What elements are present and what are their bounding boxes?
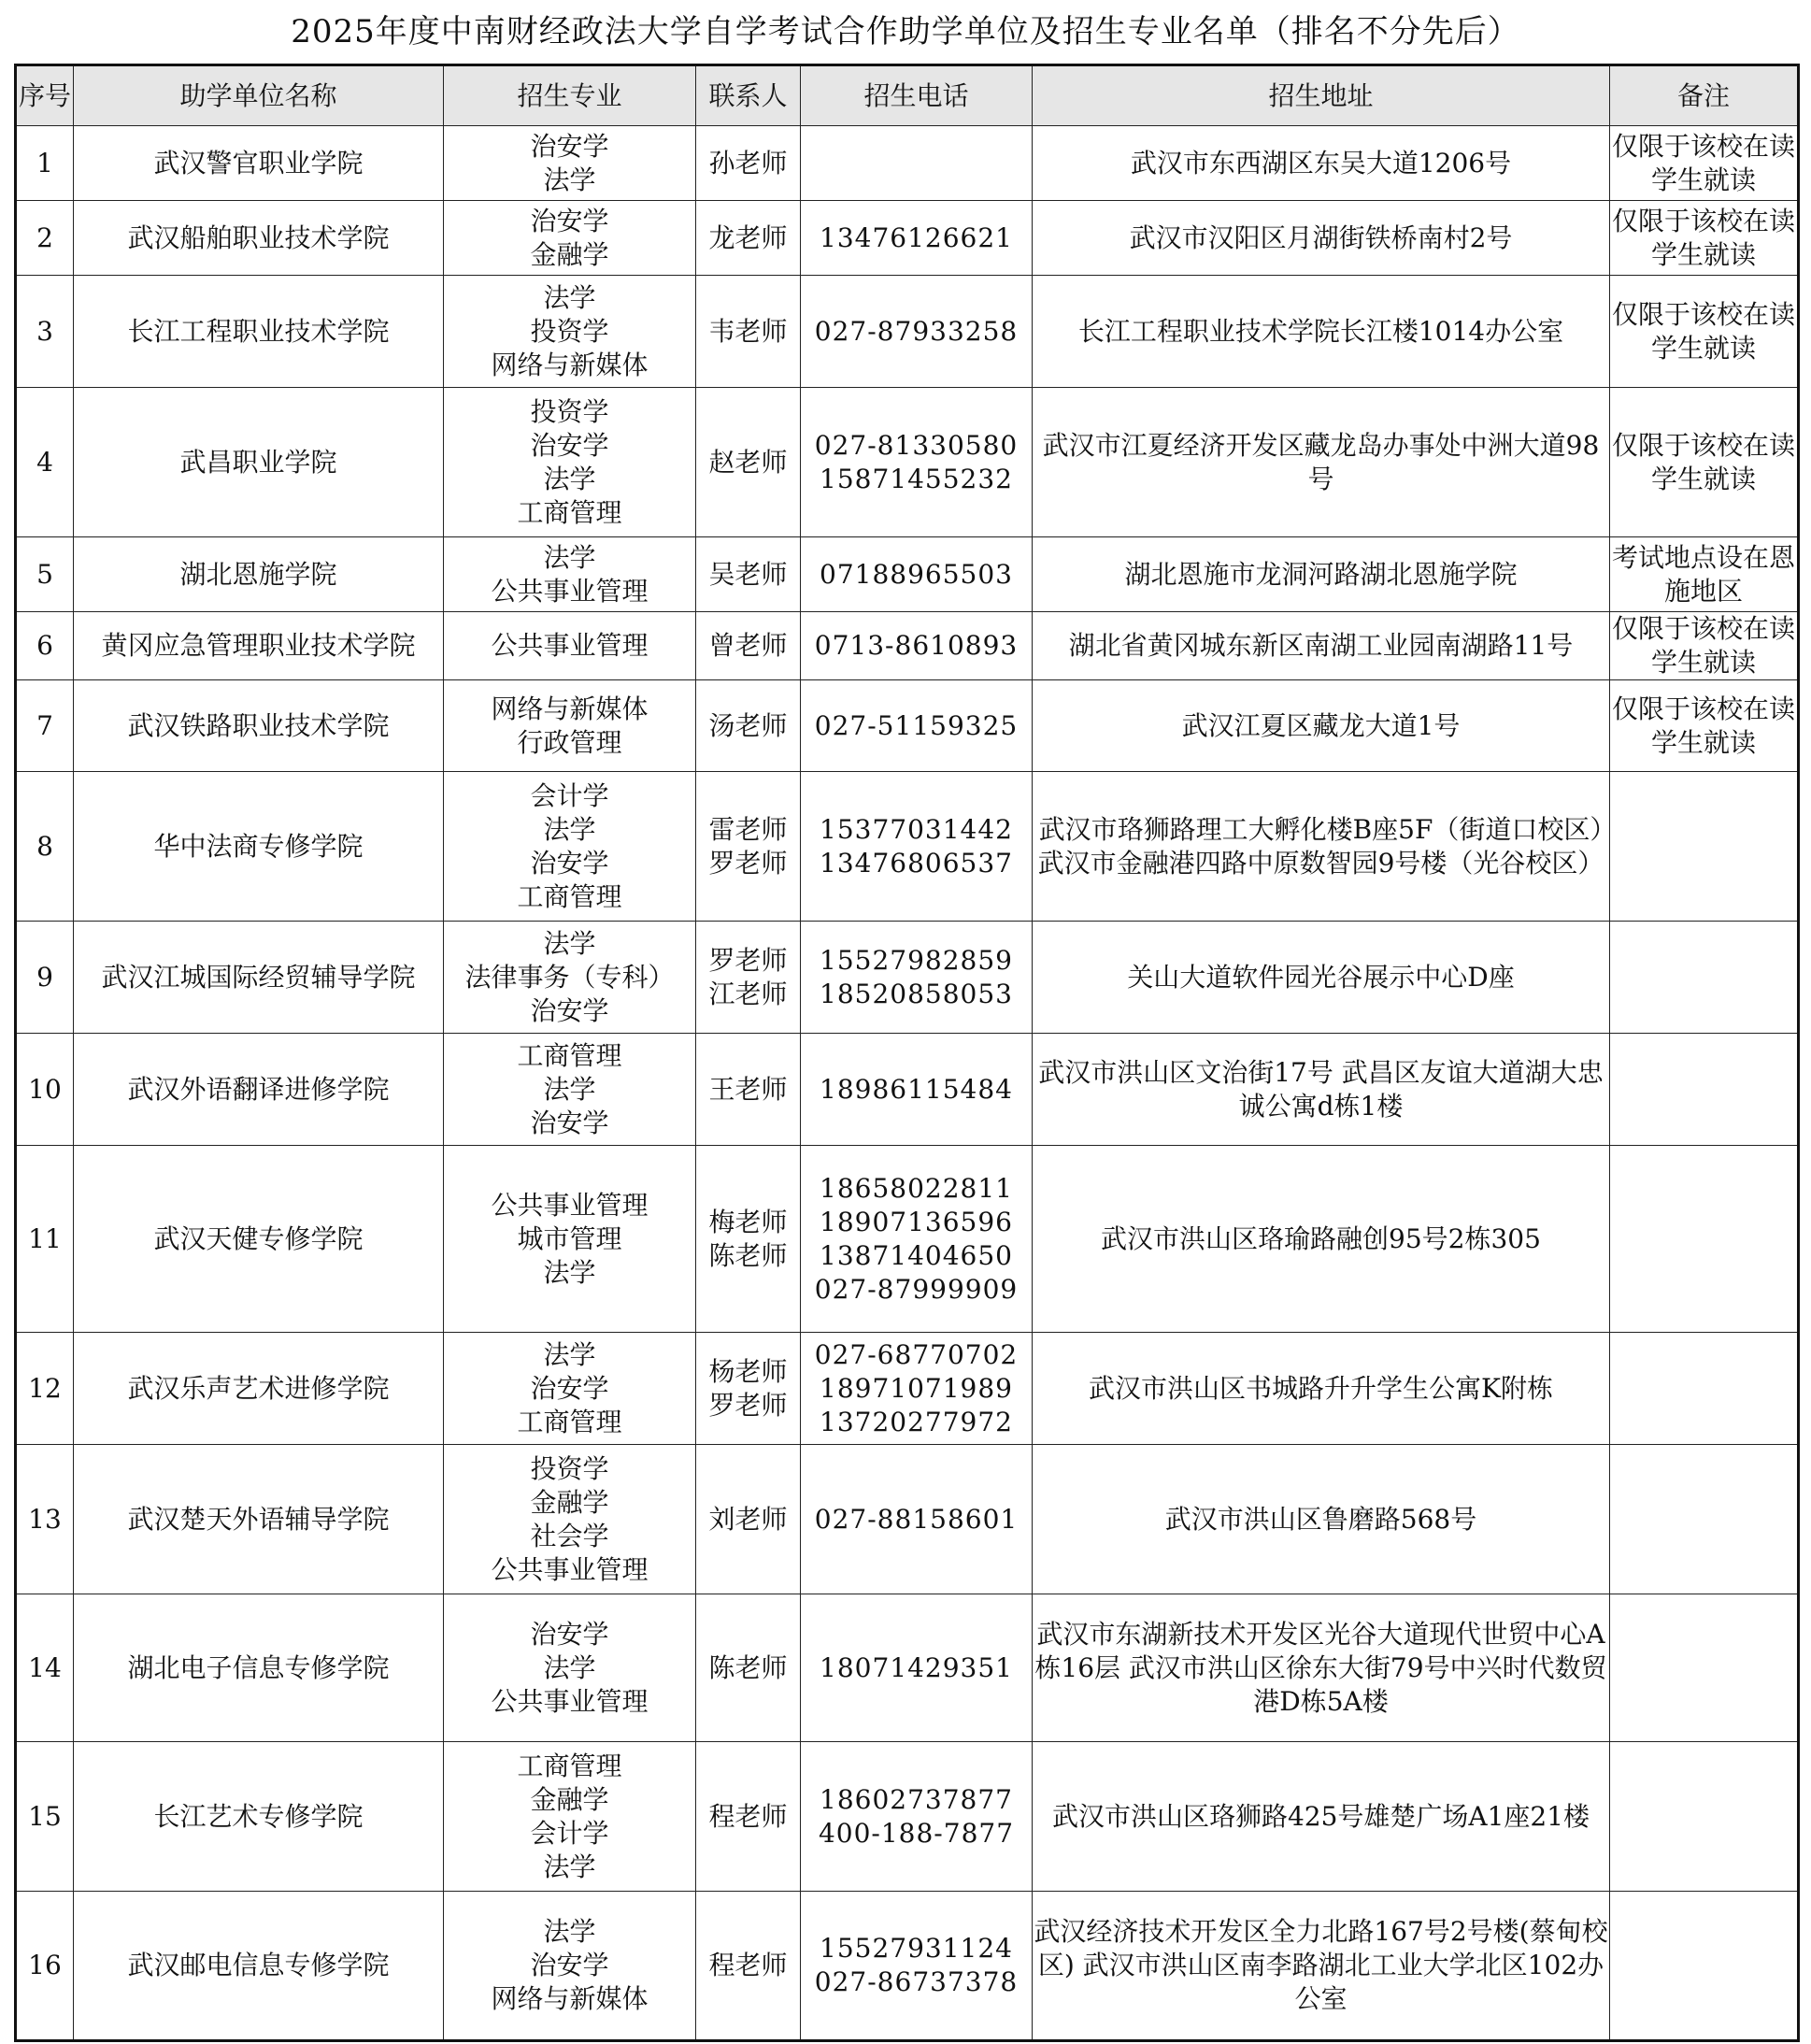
header-majors: 招生专业 bbox=[444, 65, 696, 126]
major-list bbox=[444, 922, 696, 1034]
contact-person: 曾老师 bbox=[696, 612, 801, 680]
table-row bbox=[16, 1742, 1799, 1892]
phone-number: 027-87933258 bbox=[801, 276, 1033, 388]
major-item: 社会学 bbox=[530, 1520, 609, 1551]
major-item: 治安学 bbox=[530, 1107, 609, 1138]
phone-number: 18658022811 18907136596 13871404650 027-87999909 bbox=[801, 1146, 1033, 1333]
major-item: 治安学 bbox=[530, 205, 609, 236]
phone-number: 027-81330580 15871455232 bbox=[801, 388, 1033, 537]
contact-person: 孙老师 bbox=[696, 126, 801, 201]
contact-person: 汤老师 bbox=[696, 680, 801, 772]
note: 仅限于该校在读学生就读 bbox=[1610, 201, 1799, 276]
address: 武汉市洪山区鲁磨路568号 bbox=[1033, 1445, 1610, 1594]
note bbox=[1610, 1445, 1799, 1594]
major-item: 网络与新媒体 bbox=[491, 693, 649, 724]
contact-person: 韦老师 bbox=[696, 276, 801, 388]
major-item: 法学 bbox=[543, 1073, 596, 1105]
unit-name: 武汉外语翻译进修学院 bbox=[74, 1034, 444, 1146]
major-list bbox=[444, 772, 696, 922]
note bbox=[1610, 1742, 1799, 1892]
table-row bbox=[16, 388, 1799, 537]
major-item: 法学 bbox=[543, 541, 596, 573]
major-item: 治安学 bbox=[530, 994, 609, 1026]
major-list bbox=[444, 126, 696, 201]
table-row bbox=[16, 1445, 1799, 1594]
major-item: 工商管理 bbox=[517, 1039, 622, 1071]
major-list bbox=[444, 1594, 696, 1742]
unit-name: 武汉铁路职业技术学院 bbox=[74, 680, 444, 772]
major-item: 法学 bbox=[543, 1256, 596, 1288]
address: 武汉江夏区藏龙大道1号 bbox=[1033, 680, 1610, 772]
contact-person: 龙老师 bbox=[696, 201, 801, 276]
table-row bbox=[16, 1594, 1799, 1742]
contact-person: 雷老师 罗老师 bbox=[696, 772, 801, 922]
address: 武汉市东湖新技术开发区光谷大道现代世贸中心A栋16层 武汉市洪山区徐东大街79号中兴时代数贸港D栋5A楼 bbox=[1033, 1594, 1610, 1742]
major-list bbox=[444, 1742, 696, 1892]
note: 仅限于该校在读学生就读 bbox=[1610, 276, 1799, 388]
table-row bbox=[16, 201, 1799, 276]
note bbox=[1610, 772, 1799, 922]
major-item: 公共事业管理 bbox=[491, 630, 649, 661]
header-name: 助学单位名称 bbox=[74, 65, 444, 126]
header-row bbox=[16, 65, 1799, 126]
row-number: 5 bbox=[16, 537, 74, 612]
unit-name: 武汉天健专修学院 bbox=[74, 1146, 444, 1333]
unit-name: 长江工程职业技术学院 bbox=[74, 276, 444, 388]
row-number: 13 bbox=[16, 1445, 74, 1594]
unit-name: 武汉警官职业学院 bbox=[74, 126, 444, 201]
row-number: 3 bbox=[16, 276, 74, 388]
note bbox=[1610, 1892, 1799, 2041]
table-row bbox=[16, 772, 1799, 922]
major-item: 网络与新媒体 bbox=[491, 1983, 649, 2014]
major-item: 法学 bbox=[543, 463, 596, 494]
address: 武汉市洪山区珞狮路425号雄楚广场A1座21楼 bbox=[1033, 1742, 1610, 1892]
table-row bbox=[16, 1892, 1799, 2041]
row-number: 14 bbox=[16, 1594, 74, 1742]
phone-number bbox=[801, 126, 1033, 201]
table-row bbox=[16, 1333, 1799, 1445]
phone-number: 13476126621 bbox=[801, 201, 1033, 276]
major-item: 工商管理 bbox=[517, 880, 622, 912]
row-number: 1 bbox=[16, 126, 74, 201]
phone-number: 18071429351 bbox=[801, 1594, 1033, 1742]
note: 仅限于该校在读学生就读 bbox=[1610, 126, 1799, 201]
contact-person: 赵老师 bbox=[696, 388, 801, 537]
note: 仅限于该校在读学生就读 bbox=[1610, 388, 1799, 537]
major-list bbox=[444, 1892, 696, 2041]
note bbox=[1610, 1594, 1799, 1742]
row-number: 6 bbox=[16, 612, 74, 680]
unit-name: 湖北恩施学院 bbox=[74, 537, 444, 612]
table-row bbox=[16, 276, 1799, 388]
unit-name: 武汉乐声艺术进修学院 bbox=[74, 1333, 444, 1445]
major-item: 法律事务（专科） bbox=[464, 961, 675, 993]
page-title: 2025年度中南财经政法大学自学考试合作助学单位及招生专业名单（排名不分先后） bbox=[291, 13, 1520, 50]
address: 武汉市洪山区文治街17号 武昌区友谊大道湖大忠诚公寓d栋1楼 bbox=[1033, 1034, 1610, 1146]
major-item: 投资学 bbox=[530, 1452, 609, 1484]
row-number: 16 bbox=[16, 1892, 74, 2041]
major-item: 金融学 bbox=[530, 1783, 609, 1815]
major-list bbox=[444, 388, 696, 537]
phone-number: 15527982859 18520858053 bbox=[801, 922, 1033, 1034]
major-item: 投资学 bbox=[530, 315, 609, 347]
row-number: 12 bbox=[16, 1333, 74, 1445]
table-row bbox=[16, 680, 1799, 772]
contact-person: 王老师 bbox=[696, 1034, 801, 1146]
major-item: 会计学 bbox=[530, 779, 609, 811]
row-number: 11 bbox=[16, 1146, 74, 1333]
header-phone: 招生电话 bbox=[801, 65, 1033, 126]
note: 仅限于该校在读学生就读 bbox=[1610, 680, 1799, 772]
major-item: 法学 bbox=[543, 927, 596, 959]
major-list bbox=[444, 537, 696, 612]
phone-number: 07188965503 bbox=[801, 537, 1033, 612]
major-item: 法学 bbox=[543, 164, 596, 195]
table-row bbox=[16, 126, 1799, 201]
address: 武汉经济技术开发区全力北路167号2号楼(蔡甸校区) 武汉市洪山区南李路湖北工业大学北区102办公室 bbox=[1033, 1892, 1610, 2041]
table-row bbox=[16, 537, 1799, 612]
major-item: 公共事业管理 bbox=[491, 1553, 649, 1585]
phone-number: 027-88158601 bbox=[801, 1445, 1033, 1594]
major-item: 法学 bbox=[543, 1651, 596, 1683]
note bbox=[1610, 1146, 1799, 1333]
major-item: 会计学 bbox=[530, 1817, 609, 1849]
contact-person: 吴老师 bbox=[696, 537, 801, 612]
major-item: 治安学 bbox=[530, 1950, 609, 1980]
major-item: 行政管理 bbox=[517, 726, 622, 758]
major-list bbox=[444, 1445, 696, 1594]
contact-person: 程老师 bbox=[696, 1742, 801, 1892]
partner-table bbox=[14, 64, 1800, 2042]
header-note: 备注 bbox=[1610, 65, 1799, 126]
major-list bbox=[444, 1146, 696, 1333]
unit-name: 武昌职业学院 bbox=[74, 388, 444, 537]
major-item: 金融学 bbox=[530, 1486, 609, 1518]
row-number: 7 bbox=[16, 680, 74, 772]
major-item: 公共事业管理 bbox=[491, 1685, 649, 1717]
phone-number: 18602737877 400-188-7877 bbox=[801, 1742, 1033, 1892]
phone-number: 027-68770702 18971071989 13720277972 bbox=[801, 1333, 1033, 1445]
table-row bbox=[16, 1146, 1799, 1333]
header-address: 招生地址 bbox=[1033, 65, 1610, 126]
phone-number: 18986115484 bbox=[801, 1034, 1033, 1146]
header-contact: 联系人 bbox=[696, 65, 801, 126]
row-number: 8 bbox=[16, 772, 74, 922]
major-item: 法学 bbox=[543, 1916, 596, 1947]
phone-number: 027-51159325 bbox=[801, 680, 1033, 772]
unit-name: 黄冈应急管理职业技术学院 bbox=[74, 612, 444, 680]
unit-name: 长江艺术专修学院 bbox=[74, 1742, 444, 1892]
major-item: 金融学 bbox=[530, 238, 609, 270]
address: 湖北恩施市龙洞河路湖北恩施学院 bbox=[1033, 537, 1610, 612]
address: 湖北省黄冈城东新区南湖工业园南湖路11号 bbox=[1033, 612, 1610, 680]
major-item: 法学 bbox=[543, 281, 596, 313]
unit-name: 武汉邮电信息专修学院 bbox=[74, 1892, 444, 2041]
phone-number: 0713-8610893 bbox=[801, 612, 1033, 680]
address: 武汉市汉阳区月湖街铁桥南村2号 bbox=[1033, 201, 1610, 276]
major-list bbox=[444, 1034, 696, 1146]
major-item: 治安学 bbox=[530, 847, 609, 879]
major-item: 治安学 bbox=[530, 1372, 609, 1404]
major-list bbox=[444, 201, 696, 276]
unit-name: 湖北电子信息专修学院 bbox=[74, 1594, 444, 1742]
table-row bbox=[16, 1034, 1799, 1146]
address: 武汉市珞狮路理工大孵化楼B座5F（街道口校区）武汉市金融港四路中原数智园9号楼（光谷校区） bbox=[1033, 772, 1610, 922]
major-item: 治安学 bbox=[530, 130, 609, 162]
unit-name: 武汉江城国际经贸辅导学院 bbox=[74, 922, 444, 1034]
major-item: 治安学 bbox=[530, 429, 609, 461]
major-item: 治安学 bbox=[530, 1618, 609, 1650]
address: 关山大道软件园光谷展示中心D座 bbox=[1033, 922, 1610, 1034]
row-number: 15 bbox=[16, 1742, 74, 1892]
contact-person: 罗老师 江老师 bbox=[696, 922, 801, 1034]
address: 武汉市洪山区珞瑜路融创95号2栋305 bbox=[1033, 1146, 1610, 1333]
header-no: 序号 bbox=[16, 65, 74, 126]
major-item: 法学 bbox=[543, 1851, 596, 1882]
contact-person: 程老师 bbox=[696, 1892, 801, 2041]
address: 长江工程职业技术学院长江楼1014办公室 bbox=[1033, 276, 1610, 388]
major-item: 工商管理 bbox=[517, 496, 622, 528]
major-item: 网络与新媒体 bbox=[491, 349, 649, 380]
note bbox=[1610, 1333, 1799, 1445]
note: 仅限于该校在读学生就读 bbox=[1610, 612, 1799, 680]
unit-name: 武汉楚天外语辅导学院 bbox=[74, 1445, 444, 1594]
address: 武汉市东西湖区东吴大道1206号 bbox=[1033, 126, 1610, 201]
major-list bbox=[444, 680, 696, 772]
major-item: 公共事业管理 bbox=[491, 1189, 649, 1221]
unit-name: 武汉船舶职业技术学院 bbox=[74, 201, 444, 276]
unit-name: 华中法商专修学院 bbox=[74, 772, 444, 922]
major-item: 投资学 bbox=[530, 395, 609, 427]
major-item: 法学 bbox=[543, 1338, 596, 1370]
major-item: 法学 bbox=[543, 813, 596, 845]
phone-number: 15527931124 027-86737378 bbox=[801, 1892, 1033, 2041]
note: 考试地点设在恩施地区 bbox=[1610, 537, 1799, 612]
note bbox=[1610, 922, 1799, 1034]
address: 武汉市洪山区书城路升升学生公寓K附栋 bbox=[1033, 1333, 1610, 1445]
address: 武汉市江夏经济开发区藏龙岛办事处中洲大道98号 bbox=[1033, 388, 1610, 537]
major-item: 公共事业管理 bbox=[491, 575, 649, 607]
contact-person: 刘老师 bbox=[696, 1445, 801, 1594]
major-list bbox=[444, 612, 696, 680]
row-number: 10 bbox=[16, 1034, 74, 1146]
major-list bbox=[444, 1333, 696, 1445]
row-number: 2 bbox=[16, 201, 74, 276]
major-item: 工商管理 bbox=[517, 1406, 622, 1437]
table-row bbox=[16, 612, 1799, 680]
note bbox=[1610, 1034, 1799, 1146]
contact-person: 杨老师 罗老师 bbox=[696, 1333, 801, 1445]
contact-person: 梅老师 陈老师 bbox=[696, 1146, 801, 1333]
phone-number: 15377031442 13476806537 bbox=[801, 772, 1033, 922]
table-row bbox=[16, 922, 1799, 1034]
major-item: 城市管理 bbox=[517, 1222, 622, 1254]
contact-person: 陈老师 bbox=[696, 1594, 801, 1742]
row-number: 9 bbox=[16, 922, 74, 1034]
table-body bbox=[16, 126, 1799, 2041]
major-item: 工商管理 bbox=[517, 1750, 622, 1781]
row-number: 4 bbox=[16, 388, 74, 537]
major-list bbox=[444, 276, 696, 388]
